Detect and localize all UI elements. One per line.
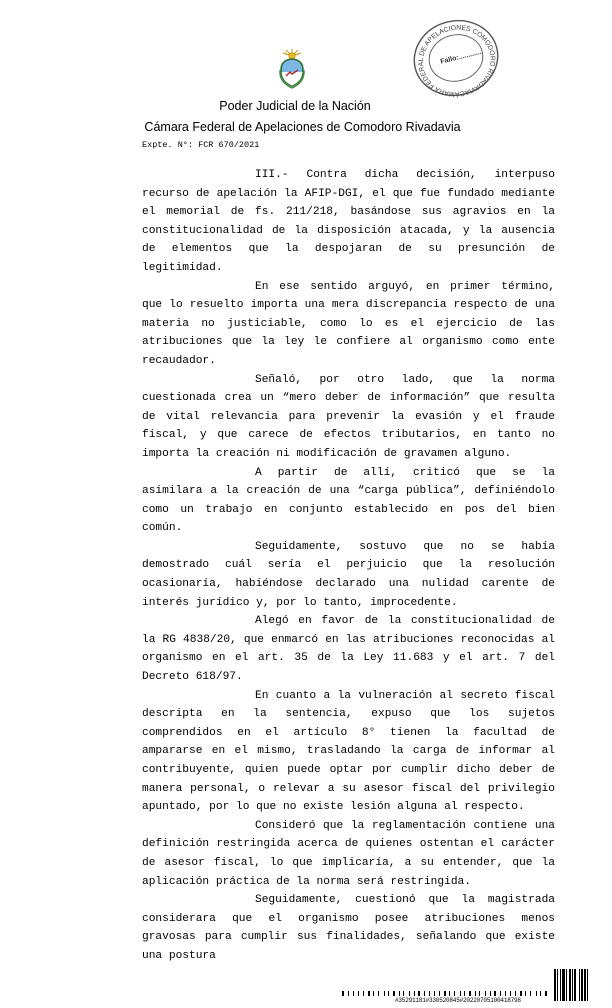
footer-barcode-strip xyxy=(342,991,547,996)
paragraph: En cuanto a la vulneración al secreto fiscal descripta en la sentencia, expuso que los sujetos comprendidos en el artículo 8° tienen la facultad de ampararse en el mismo, trasladando la carga de informar al contribuyente, quien puede optar por cumplir dicho deber de manera personal, o relevar a su asesor fiscal del privilegio apuntado, por lo que no existe lesión alguna al respecto. xyxy=(142,689,555,814)
paragraph: Seguidamente, cuestionó que la magistrada considerara que el organismo posee atribuciones menos gravosas para cumplir sus finalidades, señalando que existe una postura xyxy=(142,894,555,962)
court-seal-stamp xyxy=(410,18,502,98)
paragraph: III.- Contra dicha decisión, interpuso recurso de apelación la AFIP-DGI, el que fue fundado mediante el memorial de fs. 211/218, basándose sus agravios en la constitucionalidad de la disposición atacada, y la ausencia de elementos que la despojaran de su presunción de legitimidad. xyxy=(142,169,555,274)
barcode-number: #35291181#330520845#20220705100418798 xyxy=(395,997,521,1004)
coat-of-arms-emblem xyxy=(277,48,307,90)
footer-barcode xyxy=(554,969,606,1001)
paragraph: Alegó en favor de la constitucionalidad de la RG 4838/20, que enmarcó en las atribuciones reconocidas al organismo en el art. 35 de la Ley 11.683 y el art. 7 del Decreto 618/97. xyxy=(142,615,555,684)
stamp-center-label: Fallo:............ xyxy=(439,48,483,66)
paragraph: En ese sentido arguyó, en primer término, que lo resuelto importa una mera discrepancia respecto de una materia no justiciable, como lo es el ejercicio de las atribuciones que la ley le confiere al organismo como ente recaudador. xyxy=(142,280,555,367)
document-body xyxy=(142,166,555,966)
institution-title: Poder Judicial de la Nación xyxy=(219,99,371,113)
paragraph: Señaló, por otro lado, que la norma cuestionada crea un “mero deber de información” que resulta de vital relevancia para prevenir la evasión y el fraude fiscal, y que carece de efectos tributarios, en tanto no importa la creación ni modificación de gravamen alguno. xyxy=(142,373,555,460)
paragraph: Seguidamente, sostuvo que no se había demostrado cuál sería el perjuicio que la resolución ocasionaría, habiéndose declarado una nulidad carente de interés jurídico y, por lo tanto, improcedente. xyxy=(142,540,555,609)
paragraph: A partir de allí, criticó que se la asimilara a la creación de una “carga pública”, definiéndolo como un trabajo en conjunto establecido en pos del bien común. xyxy=(142,466,555,535)
court-title: Cámara Federal de Apelaciones de Comodoro Rivadavia xyxy=(144,120,461,134)
case-number: Expte. N°: FCR 670/2021 xyxy=(142,140,260,150)
paragraph: Consideró que la reglamentación contiene una definición restringida acerca de quienes ostentan el carácter de asesor fiscal, lo que implicaría, a su entender, que la aplicación práctica de la norma será restringida. xyxy=(142,819,555,888)
stamp-ring-text: CÁMARA FEDERAL DE APELACIONES COMODORO RIVADAVIA xyxy=(417,24,496,98)
